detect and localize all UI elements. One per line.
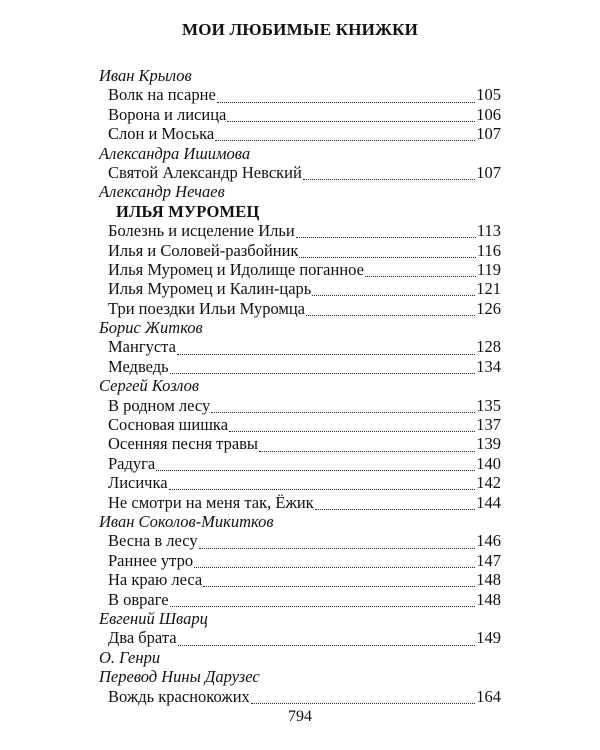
dot-leader bbox=[229, 421, 475, 432]
toc-entry[interactable] bbox=[108, 337, 501, 356]
toc-author: Иван Крылов bbox=[99, 66, 192, 85]
dot-leader bbox=[315, 499, 476, 510]
toc-entry[interactable] bbox=[108, 241, 501, 260]
toc-entry[interactable] bbox=[108, 434, 501, 453]
toc-entry-title: Три поездки Ильи Муромца bbox=[108, 298, 305, 318]
toc-entry-page: 121 bbox=[476, 279, 501, 299]
toc-entry-title: Радуга bbox=[108, 453, 156, 473]
toc-entry-title: Слон и Моська bbox=[108, 124, 215, 144]
toc-entry-title: Лисичка bbox=[108, 473, 168, 493]
toc-entry[interactable] bbox=[108, 531, 501, 550]
toc-entry-title: Раннее утро bbox=[108, 550, 194, 570]
toc-entry-page: 119 bbox=[476, 259, 501, 279]
toc-entry[interactable] bbox=[108, 260, 501, 279]
toc-entry[interactable] bbox=[108, 551, 501, 570]
toc-author: Сергей Козлов bbox=[99, 376, 200, 396]
toc-entry-page: 146 bbox=[476, 531, 501, 551]
toc-entry-title: Весна в лесу bbox=[108, 531, 198, 551]
dot-leader bbox=[251, 693, 475, 704]
toc-entry-page: 139 bbox=[476, 434, 501, 454]
toc-entry[interactable] bbox=[108, 357, 501, 376]
toc-entry-title: В овраге bbox=[108, 589, 169, 609]
dot-leader bbox=[217, 92, 475, 103]
toc-author: О. Генри bbox=[99, 647, 161, 667]
toc-entry[interactable] bbox=[108, 85, 501, 104]
page-title: МОИ ЛЮБИМЫЕ КНИЖКИ bbox=[181, 20, 419, 39]
toc-entry[interactable] bbox=[108, 396, 501, 415]
toc-entry[interactable] bbox=[108, 124, 501, 143]
dot-leader bbox=[306, 305, 475, 316]
page-number: 794 bbox=[288, 708, 312, 725]
dot-leader bbox=[170, 596, 476, 607]
toc-entry[interactable] bbox=[108, 687, 501, 706]
toc-entry-page: 144 bbox=[476, 492, 501, 512]
toc-entry-title: Илья Муромец и Калин-царь bbox=[108, 279, 312, 299]
toc-entry-page: 105 bbox=[476, 85, 501, 105]
toc-author: Александра Ишимова bbox=[99, 143, 251, 163]
toc-entry-title: Илья Муромец и Идолище поганное bbox=[108, 259, 364, 279]
toc-entry-page: 148 bbox=[476, 570, 501, 590]
toc-entry-title: На краю леса bbox=[108, 570, 203, 590]
toc-entry[interactable] bbox=[108, 279, 501, 298]
toc-entry-page: 137 bbox=[476, 415, 501, 435]
toc-entry[interactable] bbox=[108, 221, 501, 240]
toc-entry-title: Вождь краснокожих bbox=[108, 686, 250, 706]
toc-entry-title: Осенняя песня травы bbox=[108, 434, 259, 454]
toc-author: Иван Соколов-Микитков bbox=[99, 511, 274, 531]
toc-author: Перевод Нины Дарузес bbox=[99, 667, 260, 687]
toc-entry-page: 149 bbox=[476, 628, 501, 648]
toc-entry-page: 135 bbox=[476, 395, 501, 415]
toc-entry[interactable] bbox=[108, 299, 501, 318]
dot-leader bbox=[299, 247, 475, 258]
toc-entry-page: 113 bbox=[476, 221, 501, 241]
dot-leader bbox=[177, 344, 475, 355]
dot-leader bbox=[211, 402, 475, 413]
toc-entry-title: Илья и Соловей-разбойник bbox=[108, 240, 299, 260]
toc-entry-title: В родном лесу bbox=[108, 395, 211, 415]
toc-entry-page: 128 bbox=[476, 337, 501, 357]
toc-entry[interactable] bbox=[108, 105, 501, 124]
dot-leader bbox=[203, 576, 475, 587]
dot-leader bbox=[227, 111, 475, 122]
toc-entry-page: 126 bbox=[476, 298, 501, 318]
dot-leader bbox=[365, 266, 476, 277]
toc-entry[interactable] bbox=[108, 570, 501, 589]
toc-entry-page: 164 bbox=[476, 686, 501, 706]
dot-leader bbox=[215, 130, 475, 141]
toc-entry-page: 142 bbox=[476, 473, 501, 493]
toc-entry-page: 116 bbox=[476, 240, 501, 260]
toc-entry-page: 107 bbox=[476, 124, 501, 144]
toc-author: Александр Нечаев bbox=[99, 182, 225, 202]
dot-leader bbox=[259, 441, 475, 452]
toc-section-heading: ИЛЬЯ МУРОМЕЦ bbox=[116, 201, 260, 221]
toc-entry[interactable] bbox=[108, 590, 501, 609]
toc-entry-page: 107 bbox=[476, 162, 501, 182]
toc-entry[interactable] bbox=[108, 415, 501, 434]
toc-entry[interactable] bbox=[108, 493, 501, 512]
dot-leader bbox=[178, 635, 476, 646]
toc-entry-title: Болезнь и исцеление Ильи bbox=[108, 221, 295, 241]
dot-leader bbox=[170, 363, 476, 374]
dot-leader bbox=[312, 285, 475, 296]
toc-entry[interactable] bbox=[108, 473, 501, 492]
toc-entry[interactable] bbox=[108, 454, 501, 473]
toc-entry-page: 147 bbox=[476, 550, 501, 570]
dot-leader bbox=[303, 169, 475, 180]
toc-entry[interactable] bbox=[108, 628, 501, 647]
table-of-contents bbox=[99, 66, 501, 706]
toc-entry-page: 140 bbox=[476, 453, 501, 473]
toc-author: Евгений Шварц bbox=[99, 608, 208, 628]
toc-entry-title: Волк на псарне bbox=[108, 85, 216, 105]
toc-entry-title: Не смотри на меня так, Ёжик bbox=[108, 492, 314, 512]
toc-entry-title: Сосновая шишка bbox=[108, 415, 229, 435]
toc-entry-page: 148 bbox=[476, 589, 501, 609]
toc-entry-title: Мангуста bbox=[108, 337, 176, 357]
toc-entry-page: 134 bbox=[476, 356, 501, 376]
dot-leader bbox=[194, 557, 475, 568]
toc-entry[interactable] bbox=[108, 163, 501, 182]
toc-entry-title: Святой Александр Невский bbox=[108, 162, 302, 182]
dot-leader bbox=[169, 479, 476, 490]
dot-leader bbox=[296, 227, 476, 238]
toc-entry-title: Два брата bbox=[108, 628, 177, 648]
dot-leader bbox=[156, 460, 475, 471]
toc-author: Борис Житков bbox=[99, 318, 203, 338]
toc-entry-title: Ворона и лисица bbox=[108, 104, 227, 124]
dot-leader bbox=[199, 538, 476, 549]
toc-entry-title: Медведь bbox=[108, 356, 169, 376]
toc-entry-page: 106 bbox=[476, 104, 501, 124]
